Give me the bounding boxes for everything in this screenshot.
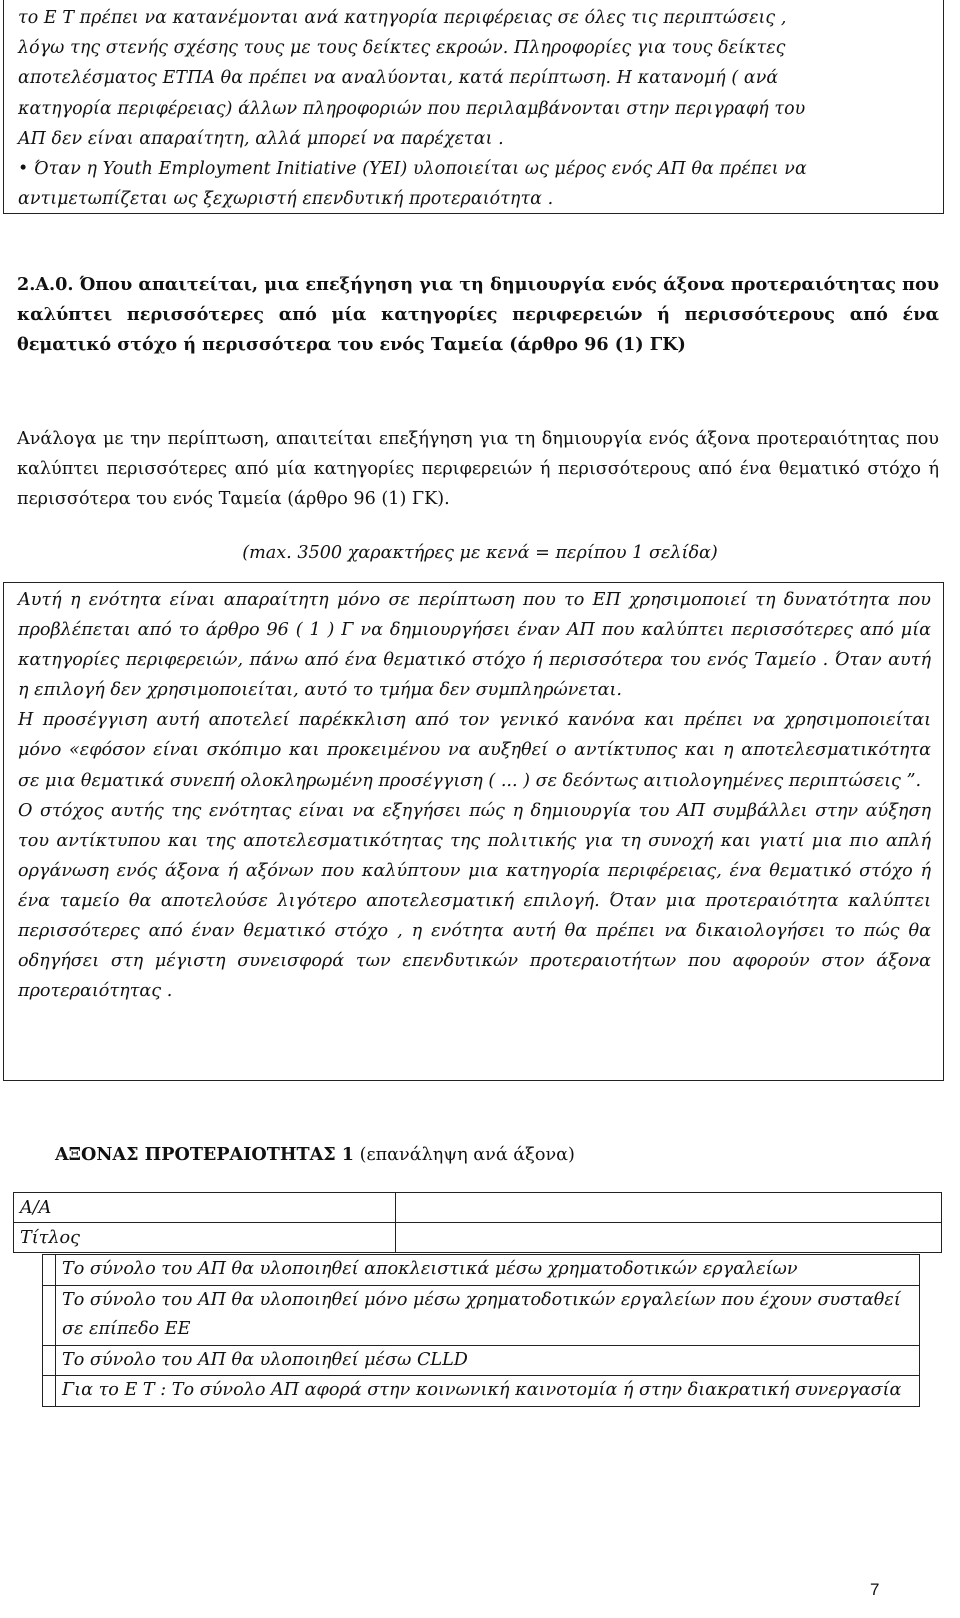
table-row bbox=[14, 1193, 942, 1223]
table-row bbox=[43, 1285, 920, 1345]
guidance-paragraph-2: Η προσέγγιση αυτή αποτελεί παρέκκλιση από τον γενικό κανόνα και πρέπει να χρησιμοποιείται μόνο «εφόσον είναι σκόπιμο και προκειμένου να αυξηθεί ο αντίκτυπος και η αποτελεσματικότητα σε μια θεματικά συνεπή ολοκληρωμένη προσέγγιση ( ... ) σε δεόντως αιτιολογημένες περιπτώσεις ”. bbox=[18, 710, 931, 791]
option-text: Το σύνολο του ΑΠ θα υλοποιηθεί αποκλειστικά μέσω χρηματοδοτικών εργαλείων bbox=[56, 1255, 920, 1286]
section-paragraph: Ανάλογα με την περίπτωση, απαιτείται επεξήγηση για τη δημιουργία ενός άξονα προτεραιότητας που καλύπτει περισσότερες από μία κατηγορίες περιφερειών ή περισσότερους από ένα θεματικό στόχο ή περισσότερα του ενός Ταμεία (άρθρο 96 (1) ΓΚ). bbox=[17, 429, 939, 509]
title-value-cell[interactable] bbox=[396, 1223, 942, 1253]
top-box-line: ΑΠ δεν είναι απαραίτητη, αλλά μπορεί να παρέχεται . bbox=[18, 128, 504, 149]
priority-axis-subtitle: (επανάληψη ανά άξονα) bbox=[354, 1145, 575, 1165]
page-number: 7 bbox=[870, 1580, 880, 1599]
aa-label: Α/Α bbox=[14, 1193, 396, 1223]
table-row bbox=[43, 1255, 920, 1286]
table-row bbox=[43, 1345, 920, 1376]
option-checkbox-cell[interactable] bbox=[43, 1376, 56, 1407]
character-limit-note: (max. 3500 χαρακτήρες με κενά = περίπου 1 σελίδα) bbox=[242, 543, 718, 563]
aa-value-cell[interactable] bbox=[396, 1193, 942, 1223]
section-heading: 2.Α.0. Όπου απαιτείται, μια επεξήγηση για τη δημιουργία ενός άξονα προτεραιότητας που καλύπτει περισσότερες από μία κατηγορίες περιφερειών ή περισσότερους από ένα θεματικό στόχο ή περισσότερα του ενός Ταμεία (άρθρο 96 (1) ΓΚ) bbox=[17, 274, 939, 355]
option-text: Για το Ε Τ : Το σύνολο ΑΠ αφορά στην κοινωνική καινοτομία ή στην διακρατική συνεργασία bbox=[56, 1376, 920, 1407]
priority-axis-title: ΑΞΟΝΑΣ ΠΡΟΤΕΡΑΙΟΤΗΤΑΣ 1 bbox=[55, 1144, 355, 1165]
top-box-line: αποτελέσματος ΕΤΠΑ θα πρέπει να αναλύονται, κατά περίπτωση. Η κατανομή ( ανά bbox=[18, 68, 779, 89]
guidance-text-box bbox=[3, 582, 944, 1081]
implementation-options-table bbox=[42, 1254, 920, 1407]
top-box-line: κατηγορία περιφέρειας) άλλων πληροφοριών που περιλαμβάνονται στην περιγραφή του bbox=[18, 98, 806, 119]
option-checkbox-cell[interactable] bbox=[43, 1255, 56, 1286]
guidance-paragraph-1: Αυτή η ενότητα είναι απαραίτητη μόνο σε περίπτωση που το ΕΠ χρησιμοποιεί τη δυνατότητα που προβλέπεται από το άρθρο 96 ( 1 ) Γ να δημιουργήσει έναν ΑΠ που καλύπτει περισσότερες από μία κατηγορίες περιφερειών, πάνω από ένα θεματικό στόχο ή περισσότερα του ενός Ταμείο . Όταν αυτή η επιλογή δεν χρησιμοποιείται, αυτό το τμήμα δεν συμπληρώνεται. bbox=[18, 590, 931, 701]
guidance-paragraph-3: Ο στόχος αυτής της ενότητας είναι να εξηγήσει πώς η δημιουργία του ΑΠ συμβάλλει στην αύξηση του αντίκτυπου και της αποτελεσματικότητας της πολιτικής για τη συνοχή και γιατί μια πιο απλή οργάνωση ενός άξονα ή αξόνων που καλύπτουν μια κατηγορία περιφέρειας, ένα θεματικό στόχο ή ένα ταμείο θα αποτελούσε λιγότερο αποτελεσματική επιλογή. Όταν μια προτεραιότητα καλύπτει περισσότερες από έναν θεματικό στόχο , η ενότητα αυτή θα πρέπει να δικαιολογήσει το πώς θα οδηγήσει στη μέγιστη συνεισφορά των επενδυτικών προτεραιοτήτων που αφορούν στον άξονα προτεραιότητας . bbox=[18, 800, 931, 1002]
priority-axis-heading bbox=[55, 1140, 575, 1170]
title-label: Τίτλος bbox=[14, 1223, 396, 1253]
option-text: Το σύνολο του ΑΠ θα υλοποιηθεί μόνο μέσω χρηματοδοτικών εργαλείων που έχουν συσταθεί σε επίπεδο ΕΕ bbox=[56, 1285, 920, 1345]
yei-bullet-line: • Όταν η Youth Employment Initiative (YEI) υλοποιείται ως μέρος ενός ΑΠ θα πρέπει να bbox=[18, 154, 931, 184]
top-text-box bbox=[3, 0, 944, 214]
option-checkbox-cell[interactable] bbox=[43, 1285, 56, 1345]
yei-bullet-continuation: αντιμετωπίζεται ως ξεχωριστή επενδυτική προτεραιότητα . bbox=[18, 189, 554, 210]
top-box-line: λόγω της στενής σχέσης τους με τους δείκτες εκροών. Πληροφορίες για τους δείκτες bbox=[18, 38, 786, 59]
top-box-line: το Ε Τ πρέπει να κατανέμονται ανά κατηγορία περιφέρειας σε όλες τις περιπτώσεις , bbox=[18, 8, 787, 28]
option-text: Το σύνολο του ΑΠ θα υλοποιηθεί μέσω CLLD bbox=[56, 1345, 920, 1376]
axis-info-table bbox=[13, 1192, 942, 1253]
option-checkbox-cell[interactable] bbox=[43, 1345, 56, 1376]
table-row bbox=[14, 1223, 942, 1253]
table-row bbox=[43, 1376, 920, 1407]
